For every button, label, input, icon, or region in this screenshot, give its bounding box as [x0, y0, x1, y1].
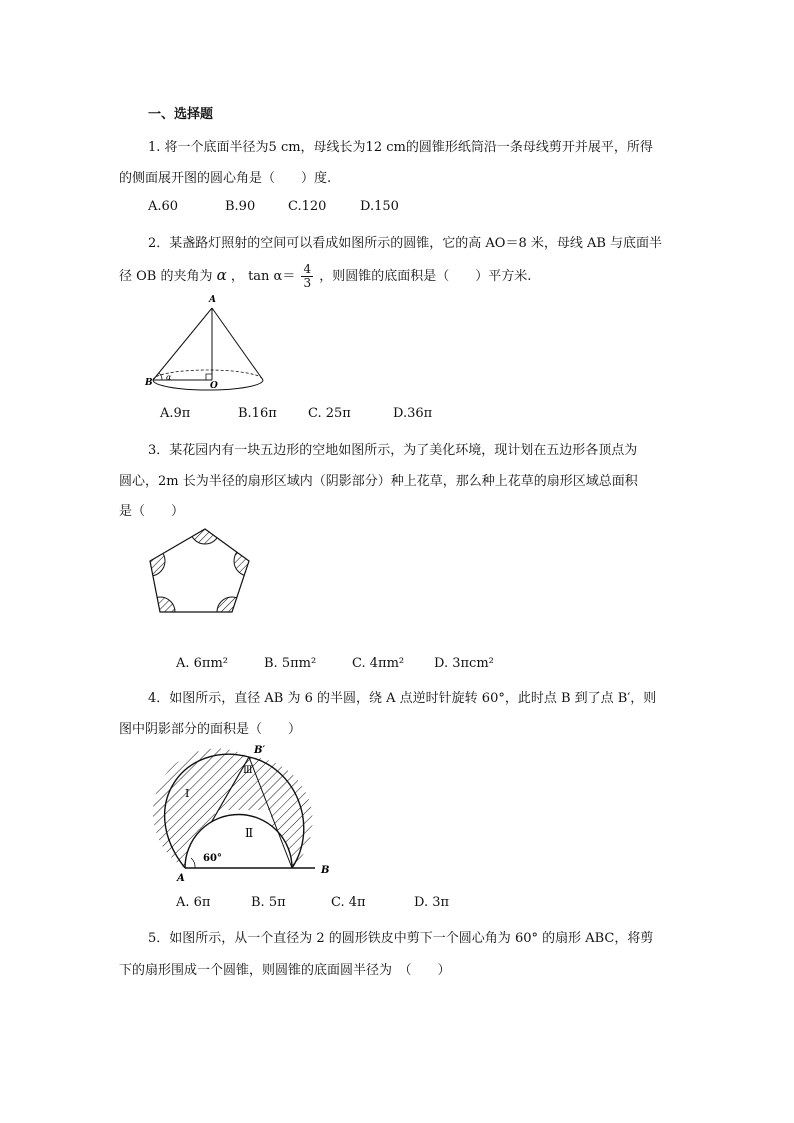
fig4-label-region-iii: Ⅲ	[243, 765, 253, 776]
q3-option-b: B. 5πm²	[264, 656, 317, 671]
q4-line1: 4．如图所示，直径 AB 为 6 的半圆，绕 A 点逆时针旋转 60°，此时点 B 到了点 B′，则	[148, 691, 657, 706]
q2-tan: tan α＝	[248, 269, 296, 284]
q2-line2	[119, 263, 531, 290]
cone-label-a: A	[209, 295, 216, 305]
q3-option-c: C. 4πm²	[352, 656, 405, 671]
fig4-label-region-i: Ⅰ	[185, 787, 190, 800]
q4-option-c: C. 4π	[331, 895, 366, 910]
q1-option-c: C.120	[288, 199, 327, 214]
q2-line2-a: 径 OB 的夹角为	[119, 269, 213, 284]
cone-right-generatrix	[212, 308, 263, 380]
q2-fraction	[301, 263, 313, 290]
cone-label-b: B	[145, 378, 153, 388]
q3-line3: 是（ ）	[119, 504, 185, 519]
q4-option-b: B. 5π	[251, 895, 286, 910]
q3-option-d: D. 3πcm²	[434, 656, 494, 671]
pentagon-sectors	[135, 514, 264, 627]
cone-figure	[140, 288, 270, 398]
fig4-label-angle: 60°	[203, 853, 222, 864]
q2-option-d: D.36π	[393, 406, 433, 421]
q2-frac-num: 4	[303, 262, 312, 276]
q1-line1: 1. 将一个底面半径为5 cm，母线长为12 cm的圆锥形纸筒沿一条母线剪开并展平，所得	[148, 140, 653, 155]
cone-label-alpha: α	[166, 373, 172, 382]
q2-line1: 2．某盏路灯照射的空间可以看成如图所示的圆锥，它的高 AO＝8 米，母线 AB 与底面半	[148, 236, 663, 251]
q1-option-d: D.150	[360, 199, 399, 214]
q5-line2: 下的扇形围成一个圆锥，则圆锥的底面圆半径为 （ ）	[119, 963, 451, 978]
cone-left-generatrix	[153, 308, 212, 380]
rotated-semicircle-figure	[145, 735, 345, 885]
q2-option-b: B.16π	[238, 406, 277, 421]
fig4-label-bprime: B′	[254, 745, 266, 756]
q2-option-c: C. 25π	[308, 406, 351, 421]
q5-line1: 5．如图所示，从一个直径为 2 的圆形铁皮中剪下一个圆心角为 60° 的扇形 ABC，将剪	[148, 931, 654, 946]
q4-option-d: D. 3π	[414, 895, 450, 910]
section-title: 一、选择题	[148, 107, 214, 122]
q1-option-b: B.90	[225, 199, 256, 214]
q3-line2: 圆心，2m 长为半径的扇形区域内（阴影部分）种上花草，那么种上花草的扇形区域总面积	[119, 474, 638, 489]
q3-line1: 3．某花园内有一块五边形的空地如图所示，为了美化环境，现计划在五边形各顶点为	[148, 443, 638, 458]
cone-label-o: O	[210, 381, 218, 391]
q4-option-a: A. 6π	[176, 895, 211, 910]
q2-alpha: α	[216, 266, 227, 284]
q2-frac-den: 3	[303, 276, 312, 290]
q1-line2: 的侧面展开图的圆心角是（ ）度.	[119, 171, 332, 186]
fig4-label-region-ii: Ⅱ	[245, 826, 254, 840]
q3-option-a: A. 6πm²	[176, 656, 229, 671]
pentagon-figure	[145, 525, 255, 643]
q1-option-a: A.60	[148, 199, 179, 214]
q2-line2-b: ，则圆锥的底面积是（ ）平方米.	[319, 269, 532, 284]
fig4-label-b: B	[321, 865, 330, 876]
q2-spacer: ，	[230, 269, 244, 284]
q2-option-a: A.9π	[160, 406, 191, 421]
alpha-arc	[159, 373, 162, 380]
fig4-label-a: A	[177, 873, 185, 884]
right-angle-mark	[206, 374, 212, 380]
q4-line2: 图中阴影部分的面积是（ ）	[119, 722, 302, 737]
